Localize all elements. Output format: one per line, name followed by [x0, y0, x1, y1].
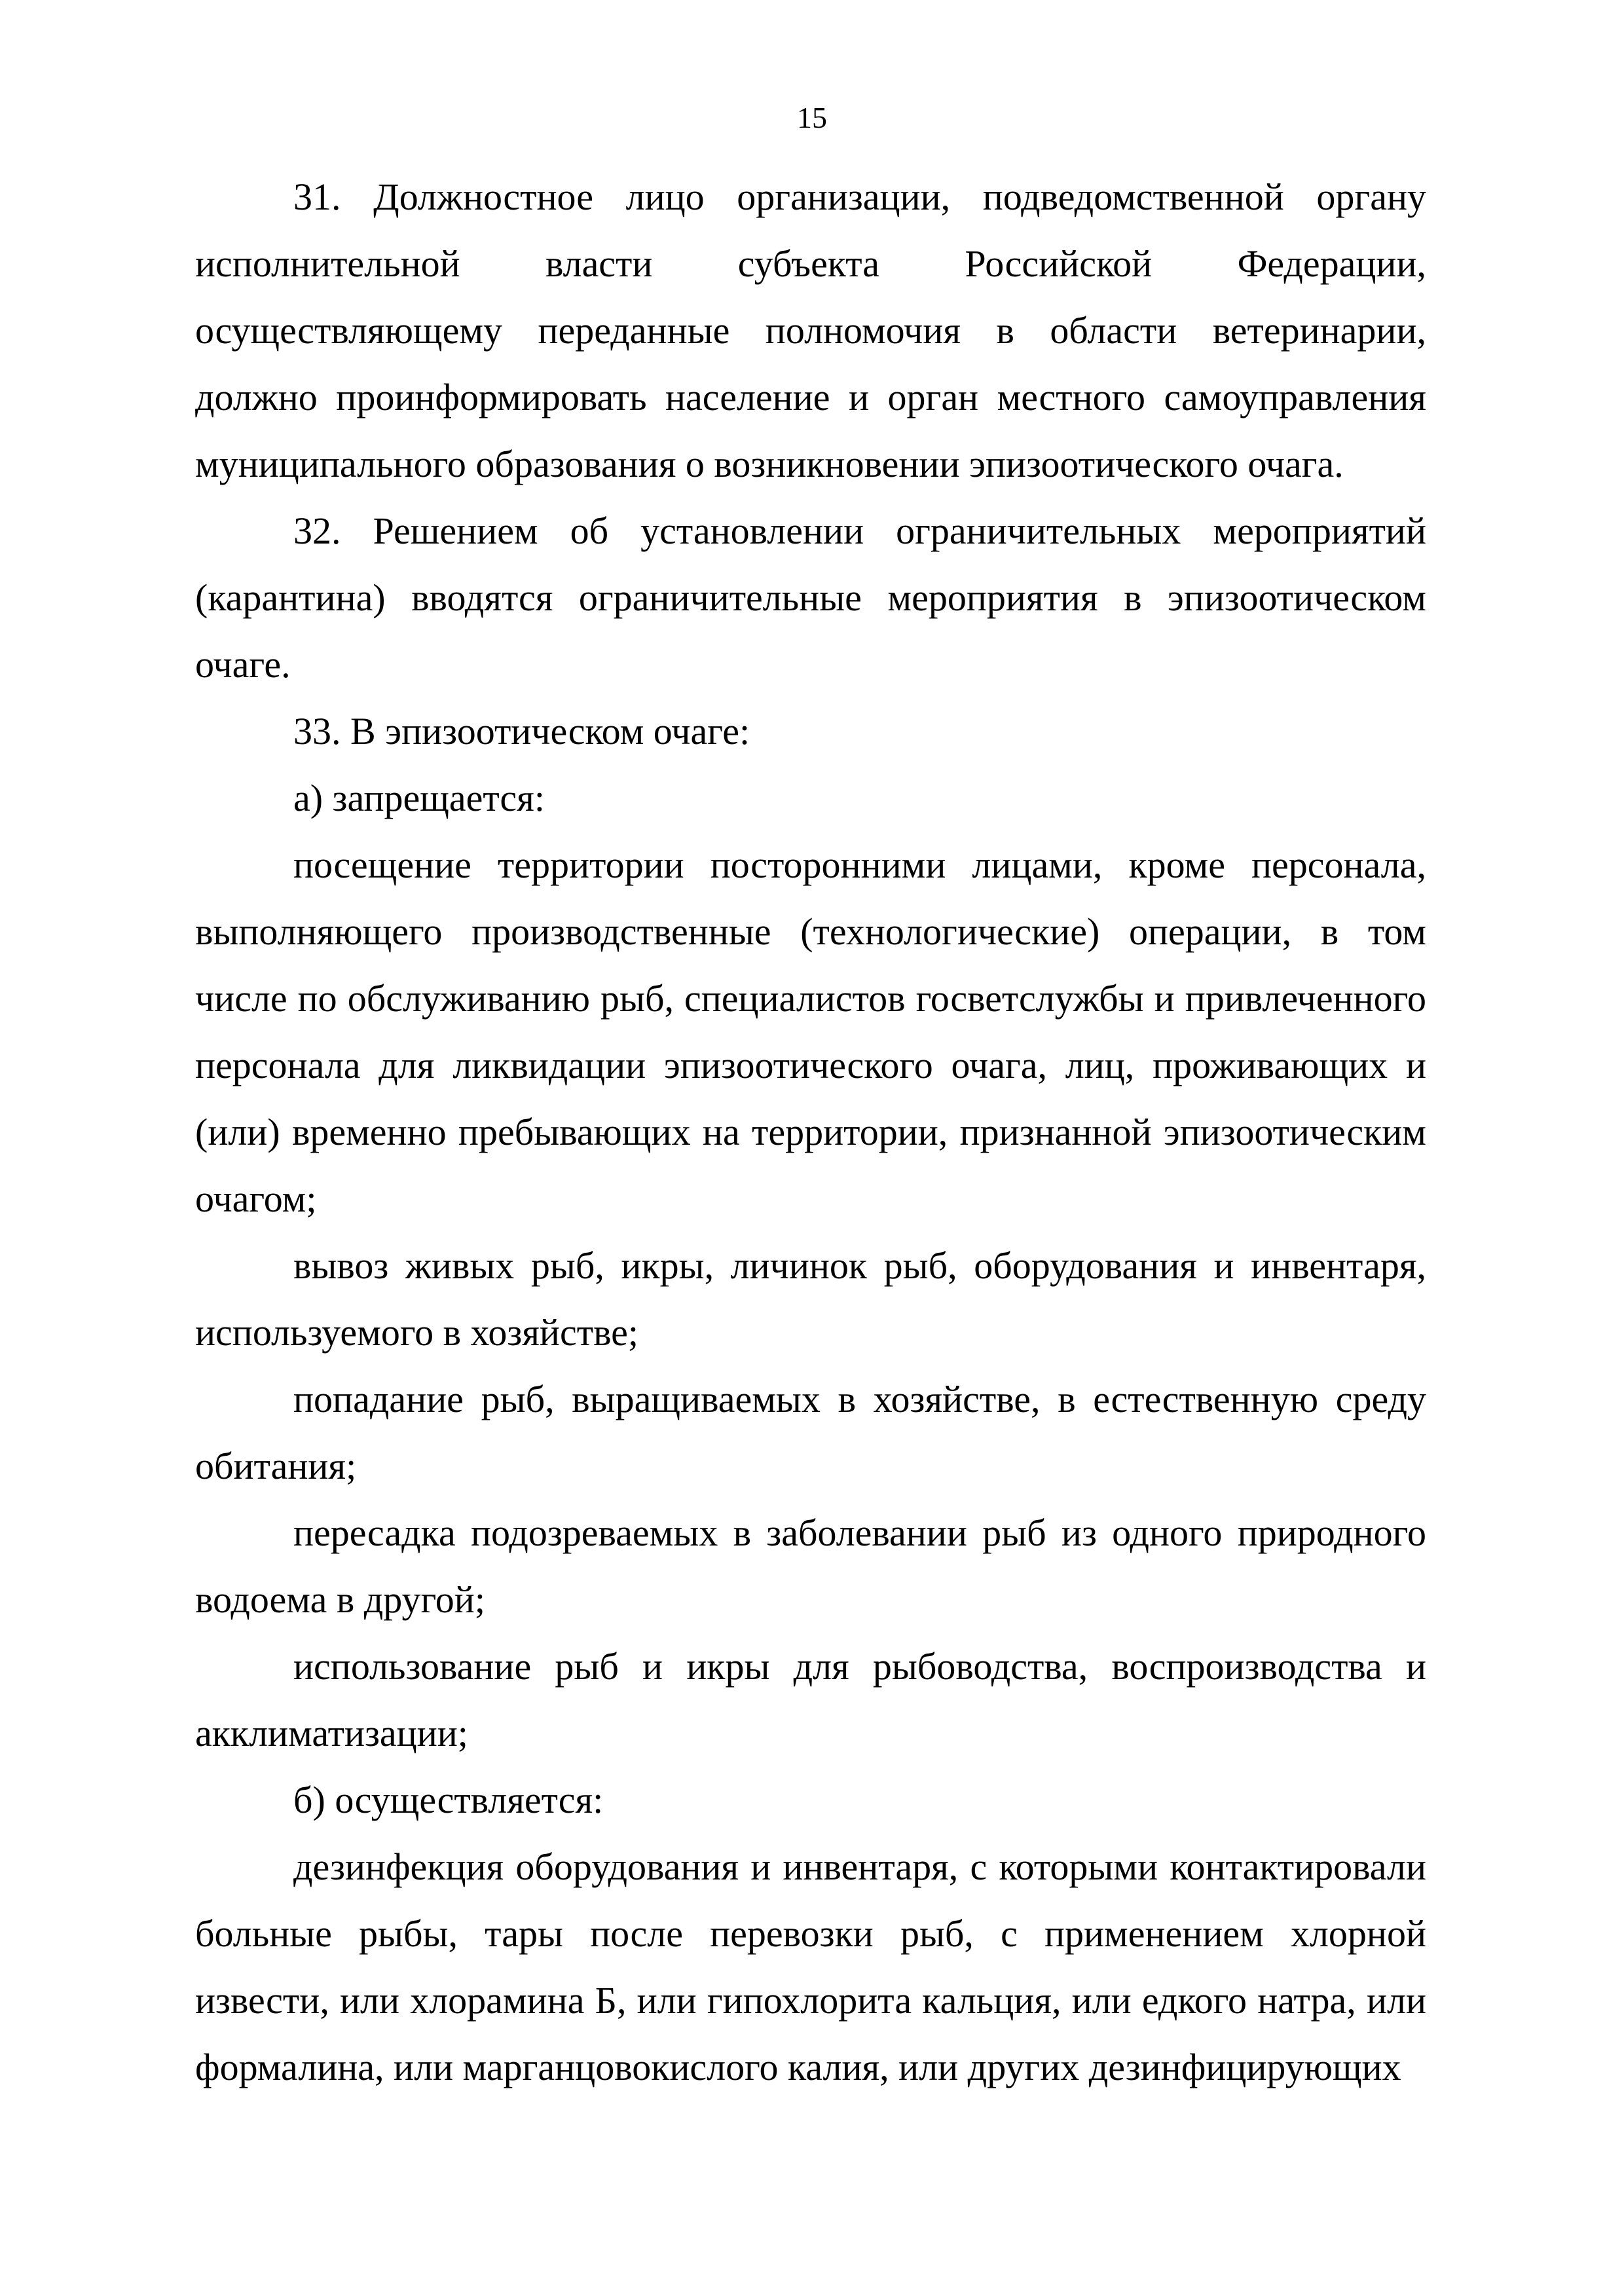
page-number: 15: [797, 101, 827, 134]
prohibition-transplanting: пересадка подозреваемых в заболевании рыб из одного природного водоема в другой;: [195, 1511, 1426, 1621]
subclause-b-heading: б) осуществляется:: [293, 1779, 604, 1821]
prohibition-visiting-territory: посещение территории посторонними лицами, кроме персонала, выполняющего производственные (технологические) операции, в том числе по обслуживанию рыб, специалистов госветслужбы и привлеченного персонала для ликвидации эпизоотического очага, лиц, проживающих и (или) временно пребывающих на территории, признанной эпизоотическим очагом;: [195, 843, 1426, 1220]
document-body: [195, 164, 1426, 2101]
disinfection-paragraph: дезинфекция оборудования и инвентаря, с которыми контактировали больные рыбы, тары после перевозки рыб, с применением хлорной извести, или хлорамина Б, или гипохлорита кальция, или едкого натра, или формалина, или марганцовокислого калия, или других дезинфицирующих: [195, 1845, 1426, 2088]
paragraph-31: 31. Должностное лицо организации, подведомственной органу исполнительной власти субъекта Российской Федерации, осуществляющему переданные полномочия в области ветеринарии, должно проинформировать население и орган местного самоуправления муниципального образования о возникновении эпизоотического очага.: [195, 176, 1426, 485]
prohibition-release-to-nature: попадание рыб, выращиваемых в хозяйстве, в естественную среду обитания;: [195, 1378, 1426, 1487]
paragraph-33: 33. В эпизоотическом очаге:: [293, 710, 750, 752]
prohibition-breeding-use: использование рыб и икры для рыбоводства, воспроизводства и акклиматизации;: [195, 1645, 1426, 1754]
prohibition-export-fish: вывоз живых рыб, икры, личинок рыб, оборудования и инвентаря, используемого в хозяйстве;: [195, 1244, 1426, 1354]
subclause-a-heading: а) запрещается:: [293, 777, 545, 819]
paragraph-32: 32. Решением об установлении ограничительных мероприятий (карантина) вводятся ограничительные мероприятия в эпизоотическом очаге.: [195, 509, 1426, 686]
